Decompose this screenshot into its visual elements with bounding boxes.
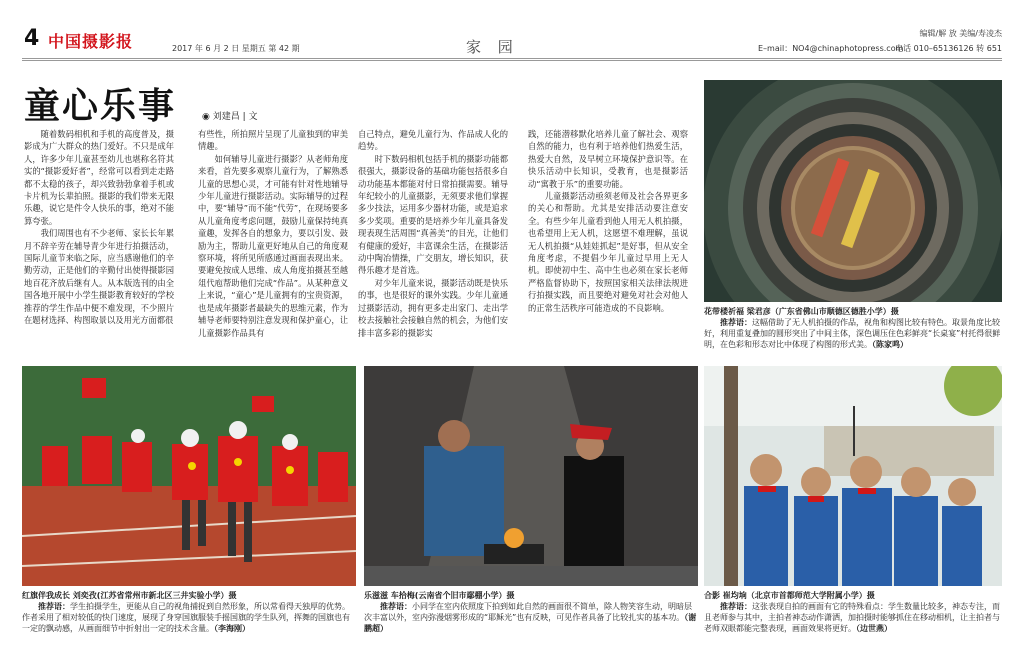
- article-column-2: [198, 128, 348, 356]
- header-rule: [22, 58, 1002, 59]
- header-rule-2: [22, 60, 1002, 61]
- credit: （陈家鸣）: [872, 340, 908, 349]
- comment-label: 推荐语：: [38, 602, 70, 611]
- photo-group-selfie: [704, 366, 1002, 586]
- paragraph: 时下数码相机包括手机的摄影功能都很强大，摄影设备的基础功能包括很多自动功能基本都能对付日常拍摄需要。辅导年纪较小的儿童摄影，无须要求他们掌握多少技法，运用多少器材功能，或是追求多少奖项。重要的是培养少年儿童具备发现表现生活周围“真善美”的目光，让他们有健康的爱好，丰富课余生活，在摄影活动中陶冶情操，广交朋友，增长知识，获得乐趣才是首选。: [358, 153, 508, 276]
- comment-text: 这张表现自拍的画面有它的特殊看点：学生数量比较多，神态专注，而且老师参与其中，主拍者神态动作潇洒，加拍摄时能够抓住在移动相机，让主拍者与老师双眼都能完整表现，画面效果将更好。: [704, 602, 1000, 633]
- comment-text: 学生拍摄学生，更能从自己的视角捕捉到自然形象，所以常看得天独厚的优势。作者采用了相对较低的快门速度，展现了身穿国旗服装手摇国旗的学生队列，挥舞的国旗也有一定的飘动感，从画面细节中折射出一定的技术含量。: [22, 602, 350, 633]
- paragraph: 践，还能潜移默化培养儿童了解社会、观察自然的能力，也有利于培养他们热爱生活，热爱大自然，及早树立环境保护意识等。在快乐活动中长知识，受教育，也是摄影活动“寓教于乐”的重要功能。: [528, 129, 688, 189]
- article-byline: [202, 109, 257, 122]
- caption-photo-1: [704, 306, 1002, 350]
- pen-icon: ◉: [202, 112, 213, 122]
- paper-logo: 中国摄影报: [48, 32, 134, 51]
- article-column-4: [528, 128, 688, 356]
- caption-title: 乐滋滋 车拾梅(云南省个旧市鄢棚小学）摄: [364, 591, 515, 600]
- credit: （谢鹏超）: [364, 613, 697, 633]
- paragraph: 对少年儿童来说，摄影活动既是快乐的事，也是很好的课外实践。少年儿童通过摄影活动，拥有更多走出家门、走出学校去接触社会接触自然的机会，为他们安排丰富多彩的摄影实: [358, 277, 508, 338]
- caption-photo-3: [364, 590, 698, 634]
- credit: （李海刚）: [214, 624, 250, 633]
- comment-text: 小同学在室内依照度下拍到如此自然的画面很不简单，除人物笑容生动，明暗层次丰富以外，室内弥漫烟雾形成的“耶稣光”也有反映，可见作者具备了比较扎实的基本功。: [364, 602, 692, 622]
- email-line: E–mail：NO4@chinaphotopress.com: [758, 44, 904, 53]
- photo-aerial-tulou: [704, 80, 1002, 302]
- credit: （边世燕）: [856, 624, 892, 633]
- article-headline: 童心乐事: [24, 85, 177, 127]
- comment-label: 推荐语：: [380, 602, 412, 611]
- paragraph: 随着数码相机和手机的高度普及，摄影成为广大群众的热门爱好。不只是成年人，许多少年儿童甚至幼儿也堪称名符其实的“摄影爱好者”，经常可以看到走走路都不太稳的孩子，却兴致勃勃拿着手机或卡片机为长辈拍照。摄影的我们带来无限乐趣，说它是件令人快乐的事，绝对不能算夸张。: [24, 129, 174, 226]
- comment-text: 这幅借助了无人机拍摄的作品，视角和构图比较有特色。取景角度比较好，利用重复叠加的圆形突出了中间主体，深色调压住色彩鲜亮“长桌宴”村托得很鲜明，在色彩和形态对比中体现了构图的形式美。: [704, 318, 1001, 349]
- caption-title: 花带楼祈福 梁君彦（广东省佛山市顺德区德胜小学）摄: [704, 307, 899, 316]
- phone-line: 电话 010–65136126 转 651: [895, 44, 1002, 53]
- caption-title: 红旗伴我成长 刘奕孜(江苏省常州市新北区三井实验小学）摄: [22, 591, 237, 600]
- paragraph: 自己特点，避免儿童行为、作品成人化的趋势。: [358, 129, 508, 152]
- caption-photo-4: [704, 590, 1002, 634]
- photo-kitchen-smoke: [364, 366, 698, 586]
- page-number: 4: [24, 26, 40, 51]
- editors-line: 编辑/解 放 美编/寿凌杰: [919, 29, 1002, 38]
- section-title: 家 园: [466, 38, 519, 56]
- article-column-1: [24, 128, 174, 356]
- paragraph: 儿童摄影活动亟须老师及社会各界更多的关心和帮助。尤其是安排活动要注意安全。有些少年儿童看到他人用无人机拍摄，也希望用上无人机，这愿望不难理解，虽说无人机拍摄“从娃娃抓起”是好事，但从安全角度考虑，不提倡少年儿童过早用上无人机。即使初中生、高中生也必须在家长老师严格监督协助下，按照国家相关法律法规进行拍摄实践，而且要绝对避免对社会对他人的正常生活秩序可能造成的不良影响。: [528, 191, 688, 313]
- comment-label: 推荐语：: [720, 318, 752, 327]
- article-column-3: [358, 128, 508, 356]
- paragraph: 如何辅导儿童进行摄影？从老师角度来看，首先要多观察儿童行为，了解熟悉儿童的思想心灵，才可能有针对性地辅导少年儿童进行摄影活动。实际辅导的过程中，要“辅导”而不能“代劳”，在现场要多从儿童角度考虑问题，鼓励儿童保持纯真童趣，发挥各自的想象力，要以引发、鼓励为主，帮助儿童更好地从自己的角度观察环境，将所见所感通过画面表现出来。要避免按成人思维、成人角度拍摄甚至越俎代庖帮助他们完成“作品”。从某种意义上来说，“童心”是儿童拥有的宝贵资源，也是成年摄影者最缺失的思维元素，作为辅导老师要特别注意发现和保护童心，让儿童摄影作品具有: [198, 153, 348, 338]
- caption-title: 合影 崔均垧（北京市首都师范大学附属小学）摄: [704, 591, 875, 600]
- photo-flag-parade: [22, 366, 356, 586]
- caption-photo-2: [22, 590, 356, 634]
- paragraph: 我们周围也有不少老师、家长长年累月不辞辛劳在辅导青少年进行拍摄活动，国际儿童节来临之际，应当感谢他们的辛勤劳动，正是他们的辛勤付出使得摄影园地百花齐放后继有人。从本版选刊的由全国各地开展中小学生摄影教育较好的学校推荐的学生作品中便不难发现，不少照片在题材选择、构图取景以及用光方面都很: [24, 228, 174, 326]
- comment-label: 推荐语：: [720, 602, 752, 611]
- date-line: 2017 年 6 月 2 日 星期五 第 42 期: [172, 44, 300, 53]
- paragraph: 有些性，所拍照片呈现了儿童独到的审美情趣。: [198, 129, 348, 152]
- byline-text: 刘建昌 | 文: [212, 112, 258, 122]
